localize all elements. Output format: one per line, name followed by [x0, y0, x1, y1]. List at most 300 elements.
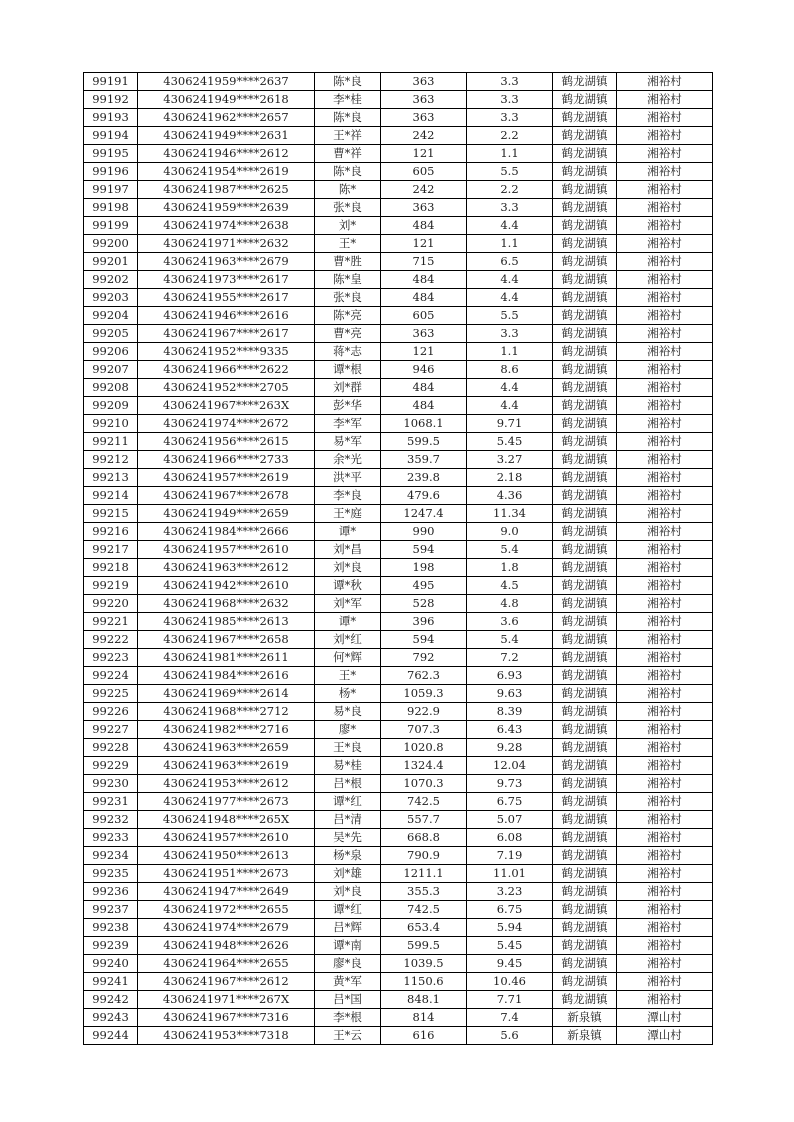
village-cell: 湘裕村 [617, 541, 713, 559]
village-cell: 湘裕村 [617, 901, 713, 919]
id-number-cell: 4306241971****2632 [138, 235, 315, 253]
person-name-cell: 陈* [315, 181, 381, 199]
person-name-cell: 吕*清 [315, 811, 381, 829]
id-number-cell: 4306241982****2716 [138, 721, 315, 739]
table-row [84, 667, 713, 685]
row-number-cell: 99207 [84, 361, 138, 379]
id-number-cell: 4306241959****2639 [138, 199, 315, 217]
area-cell: 3.3 [467, 325, 553, 343]
id-number-cell: 4306241955****2617 [138, 289, 315, 307]
village-cell: 湘裕村 [617, 271, 713, 289]
town-cell: 鹤龙湖镇 [553, 685, 617, 703]
table-row [84, 541, 713, 559]
area-cell: 4.4 [467, 397, 553, 415]
amount-cell: 599.5 [381, 937, 467, 955]
amount-cell: 1070.3 [381, 775, 467, 793]
table-row [84, 883, 713, 901]
town-cell: 鹤龙湖镇 [553, 145, 617, 163]
table-row [84, 397, 713, 415]
village-cell: 湘裕村 [617, 73, 713, 91]
town-cell: 鹤龙湖镇 [553, 757, 617, 775]
row-number-cell: 99206 [84, 343, 138, 361]
id-number-cell: 4306241949****2618 [138, 91, 315, 109]
area-cell: 2.18 [467, 469, 553, 487]
village-cell: 湘裕村 [617, 667, 713, 685]
town-cell: 鹤龙湖镇 [553, 343, 617, 361]
table-row [84, 361, 713, 379]
data-table [83, 72, 713, 1045]
area-cell: 8.39 [467, 703, 553, 721]
village-cell: 湘裕村 [617, 253, 713, 271]
person-name-cell: 陈*亮 [315, 307, 381, 325]
town-cell: 鹤龙湖镇 [553, 181, 617, 199]
town-cell: 鹤龙湖镇 [553, 379, 617, 397]
person-name-cell: 杨*泉 [315, 847, 381, 865]
id-number-cell: 4306241985****2613 [138, 613, 315, 631]
town-cell: 鹤龙湖镇 [553, 109, 617, 127]
town-cell: 鹤龙湖镇 [553, 595, 617, 613]
area-cell: 5.5 [467, 163, 553, 181]
area-cell: 3.3 [467, 109, 553, 127]
table-row [84, 217, 713, 235]
id-number-cell: 4306241947****2649 [138, 883, 315, 901]
table-row [84, 181, 713, 199]
id-number-cell: 4306241954****2619 [138, 163, 315, 181]
town-cell: 鹤龙湖镇 [553, 865, 617, 883]
amount-cell: 242 [381, 181, 467, 199]
village-cell: 湘裕村 [617, 397, 713, 415]
area-cell: 11.34 [467, 505, 553, 523]
amount-cell: 1324.4 [381, 757, 467, 775]
person-name-cell: 刘*群 [315, 379, 381, 397]
person-name-cell: 曹*亮 [315, 325, 381, 343]
amount-cell: 484 [381, 397, 467, 415]
table-row [84, 109, 713, 127]
amount-cell: 396 [381, 613, 467, 631]
person-name-cell: 陈*良 [315, 109, 381, 127]
amount-cell: 363 [381, 199, 467, 217]
id-number-cell: 4306241948****265X [138, 811, 315, 829]
amount-cell: 1039.5 [381, 955, 467, 973]
amount-cell: 848.1 [381, 991, 467, 1009]
town-cell: 鹤龙湖镇 [553, 217, 617, 235]
id-number-cell: 4306241974****2638 [138, 217, 315, 235]
amount-cell: 528 [381, 595, 467, 613]
row-number-cell: 99237 [84, 901, 138, 919]
person-name-cell: 谭*南 [315, 937, 381, 955]
area-cell: 6.5 [467, 253, 553, 271]
area-cell: 6.43 [467, 721, 553, 739]
id-number-cell: 4306241946****2612 [138, 145, 315, 163]
table-row [84, 1027, 713, 1045]
town-cell: 鹤龙湖镇 [553, 883, 617, 901]
amount-cell: 605 [381, 307, 467, 325]
area-cell: 7.19 [467, 847, 553, 865]
area-cell: 1.1 [467, 145, 553, 163]
row-number-cell: 99227 [84, 721, 138, 739]
village-cell: 湘裕村 [617, 523, 713, 541]
id-number-cell: 4306241968****2712 [138, 703, 315, 721]
person-name-cell: 易*良 [315, 703, 381, 721]
area-cell: 5.94 [467, 919, 553, 937]
row-number-cell: 99230 [84, 775, 138, 793]
amount-cell: 363 [381, 73, 467, 91]
area-cell: 7.4 [467, 1009, 553, 1027]
row-number-cell: 99235 [84, 865, 138, 883]
person-name-cell: 廖* [315, 721, 381, 739]
person-name-cell: 刘*良 [315, 883, 381, 901]
amount-cell: 479.6 [381, 487, 467, 505]
id-number-cell: 4306241966****2733 [138, 451, 315, 469]
table-row [84, 685, 713, 703]
village-cell: 湘裕村 [617, 181, 713, 199]
amount-cell: 359.7 [381, 451, 467, 469]
person-name-cell: 张*良 [315, 289, 381, 307]
village-cell: 湘裕村 [617, 793, 713, 811]
row-number-cell: 99242 [84, 991, 138, 1009]
amount-cell: 715 [381, 253, 467, 271]
table-row [84, 433, 713, 451]
village-cell: 湘裕村 [617, 109, 713, 127]
person-name-cell: 李*根 [315, 1009, 381, 1027]
row-number-cell: 99208 [84, 379, 138, 397]
row-number-cell: 99197 [84, 181, 138, 199]
amount-cell: 242 [381, 127, 467, 145]
row-number-cell: 99199 [84, 217, 138, 235]
area-cell: 5.45 [467, 937, 553, 955]
row-number-cell: 99192 [84, 91, 138, 109]
person-name-cell: 吴*先 [315, 829, 381, 847]
table-row [84, 847, 713, 865]
person-name-cell: 吕*辉 [315, 919, 381, 937]
row-number-cell: 99211 [84, 433, 138, 451]
town-cell: 鹤龙湖镇 [553, 577, 617, 595]
id-number-cell: 4306241957****2610 [138, 541, 315, 559]
id-number-cell: 4306241957****2610 [138, 829, 315, 847]
amount-cell: 946 [381, 361, 467, 379]
amount-cell: 1150.6 [381, 973, 467, 991]
amount-cell: 922.9 [381, 703, 467, 721]
town-cell: 鹤龙湖镇 [553, 505, 617, 523]
area-cell: 5.5 [467, 307, 553, 325]
village-cell: 湘裕村 [617, 325, 713, 343]
town-cell: 鹤龙湖镇 [553, 271, 617, 289]
id-number-cell: 4306241963****2619 [138, 757, 315, 775]
table-row [84, 937, 713, 955]
amount-cell: 1247.4 [381, 505, 467, 523]
row-number-cell: 99209 [84, 397, 138, 415]
area-cell: 5.45 [467, 433, 553, 451]
row-number-cell: 99220 [84, 595, 138, 613]
amount-cell: 599.5 [381, 433, 467, 451]
village-cell: 湘裕村 [617, 289, 713, 307]
person-name-cell: 陈*良 [315, 73, 381, 91]
village-cell: 湘裕村 [617, 415, 713, 433]
row-number-cell: 99191 [84, 73, 138, 91]
table-row [84, 307, 713, 325]
area-cell: 6.93 [467, 667, 553, 685]
table-row [84, 145, 713, 163]
row-number-cell: 99228 [84, 739, 138, 757]
amount-cell: 484 [381, 379, 467, 397]
person-name-cell: 刘*军 [315, 595, 381, 613]
row-number-cell: 99219 [84, 577, 138, 595]
amount-cell: 814 [381, 1009, 467, 1027]
id-number-cell: 4306241984****2666 [138, 523, 315, 541]
table-row [84, 757, 713, 775]
person-name-cell: 谭*秋 [315, 577, 381, 595]
town-cell: 鹤龙湖镇 [553, 415, 617, 433]
area-cell: 5.4 [467, 541, 553, 559]
village-cell: 湘裕村 [617, 775, 713, 793]
amount-cell: 594 [381, 631, 467, 649]
amount-cell: 239.8 [381, 469, 467, 487]
id-number-cell: 4306241966****2622 [138, 361, 315, 379]
table-row [84, 649, 713, 667]
village-cell: 湘裕村 [617, 649, 713, 667]
village-cell: 湘裕村 [617, 757, 713, 775]
village-cell: 湘裕村 [617, 847, 713, 865]
person-name-cell: 吕*根 [315, 775, 381, 793]
village-cell: 湘裕村 [617, 145, 713, 163]
table-row [84, 829, 713, 847]
village-cell: 湘裕村 [617, 937, 713, 955]
person-name-cell: 易*军 [315, 433, 381, 451]
row-number-cell: 99229 [84, 757, 138, 775]
table-row [84, 487, 713, 505]
person-name-cell: 蒋*志 [315, 343, 381, 361]
person-name-cell: 曹*胜 [315, 253, 381, 271]
village-cell: 湘裕村 [617, 343, 713, 361]
village-cell: 湘裕村 [617, 991, 713, 1009]
id-number-cell: 4306241957****2619 [138, 469, 315, 487]
table-row [84, 91, 713, 109]
area-cell: 7.71 [467, 991, 553, 1009]
amount-cell: 484 [381, 289, 467, 307]
table-row [84, 343, 713, 361]
row-number-cell: 99236 [84, 883, 138, 901]
id-number-cell: 4306241974****2679 [138, 919, 315, 937]
row-number-cell: 99225 [84, 685, 138, 703]
person-name-cell: 余*光 [315, 451, 381, 469]
person-name-cell: 何*辉 [315, 649, 381, 667]
area-cell: 4.4 [467, 379, 553, 397]
id-number-cell: 4306241974****2672 [138, 415, 315, 433]
id-number-cell: 4306241951****2673 [138, 865, 315, 883]
amount-cell: 121 [381, 145, 467, 163]
person-name-cell: 吕*国 [315, 991, 381, 1009]
person-name-cell: 陈*皇 [315, 271, 381, 289]
area-cell: 1.1 [467, 343, 553, 361]
amount-cell: 484 [381, 217, 467, 235]
town-cell: 鹤龙湖镇 [553, 631, 617, 649]
area-cell: 4.5 [467, 577, 553, 595]
town-cell: 鹤龙湖镇 [553, 523, 617, 541]
table-row [84, 415, 713, 433]
amount-cell: 363 [381, 91, 467, 109]
id-number-cell: 4306241949****2659 [138, 505, 315, 523]
amount-cell: 792 [381, 649, 467, 667]
id-number-cell: 4306241948****2626 [138, 937, 315, 955]
area-cell: 12.04 [467, 757, 553, 775]
person-name-cell: 陈*良 [315, 163, 381, 181]
town-cell: 鹤龙湖镇 [553, 829, 617, 847]
row-number-cell: 99243 [84, 1009, 138, 1027]
amount-cell: 605 [381, 163, 467, 181]
village-cell: 湘裕村 [617, 595, 713, 613]
amount-cell: 990 [381, 523, 467, 541]
village-cell: 湘裕村 [617, 685, 713, 703]
village-cell: 湘裕村 [617, 433, 713, 451]
id-number-cell: 4306241963****2679 [138, 253, 315, 271]
row-number-cell: 99241 [84, 973, 138, 991]
id-number-cell: 4306241977****2673 [138, 793, 315, 811]
person-name-cell: 谭*红 [315, 793, 381, 811]
town-cell: 鹤龙湖镇 [553, 955, 617, 973]
amount-cell: 363 [381, 325, 467, 343]
area-cell: 9.45 [467, 955, 553, 973]
village-cell: 湘裕村 [617, 631, 713, 649]
area-cell: 5.07 [467, 811, 553, 829]
row-number-cell: 99215 [84, 505, 138, 523]
row-number-cell: 99202 [84, 271, 138, 289]
table-row [84, 793, 713, 811]
town-cell: 鹤龙湖镇 [553, 613, 617, 631]
amount-cell: 790.9 [381, 847, 467, 865]
row-number-cell: 99214 [84, 487, 138, 505]
town-cell: 鹤龙湖镇 [553, 649, 617, 667]
id-number-cell: 4306241942****2610 [138, 577, 315, 595]
town-cell: 鹤龙湖镇 [553, 721, 617, 739]
row-number-cell: 99200 [84, 235, 138, 253]
id-number-cell: 4306241967****2658 [138, 631, 315, 649]
table-row [84, 73, 713, 91]
area-cell: 6.08 [467, 829, 553, 847]
area-cell: 10.46 [467, 973, 553, 991]
row-number-cell: 99223 [84, 649, 138, 667]
person-name-cell: 王*云 [315, 1027, 381, 1045]
town-cell: 鹤龙湖镇 [553, 199, 617, 217]
amount-cell: 484 [381, 271, 467, 289]
row-number-cell: 99212 [84, 451, 138, 469]
person-name-cell: 刘* [315, 217, 381, 235]
town-cell: 鹤龙湖镇 [553, 793, 617, 811]
village-cell: 湘裕村 [617, 379, 713, 397]
area-cell: 7.2 [467, 649, 553, 667]
row-number-cell: 99201 [84, 253, 138, 271]
village-cell: 湘裕村 [617, 613, 713, 631]
person-name-cell: 曹*祥 [315, 145, 381, 163]
village-cell: 湘裕村 [617, 955, 713, 973]
village-cell: 湘裕村 [617, 559, 713, 577]
village-cell: 湘裕村 [617, 865, 713, 883]
town-cell: 鹤龙湖镇 [553, 91, 617, 109]
row-number-cell: 99217 [84, 541, 138, 559]
id-number-cell: 4306241953****2612 [138, 775, 315, 793]
town-cell: 鹤龙湖镇 [553, 559, 617, 577]
row-number-cell: 99204 [84, 307, 138, 325]
table-row [84, 613, 713, 631]
area-cell: 9.71 [467, 415, 553, 433]
village-cell: 湘裕村 [617, 919, 713, 937]
area-cell: 1.1 [467, 235, 553, 253]
table-row [84, 199, 713, 217]
amount-cell: 1068.1 [381, 415, 467, 433]
village-cell: 湘裕村 [617, 487, 713, 505]
amount-cell: 707.3 [381, 721, 467, 739]
row-number-cell: 99213 [84, 469, 138, 487]
id-number-cell: 4306241946****2616 [138, 307, 315, 325]
town-cell: 鹤龙湖镇 [553, 991, 617, 1009]
area-cell: 3.6 [467, 613, 553, 631]
table-row [84, 1009, 713, 1027]
table-row [84, 901, 713, 919]
row-number-cell: 99205 [84, 325, 138, 343]
town-cell: 鹤龙湖镇 [553, 163, 617, 181]
id-number-cell: 4306241952****9335 [138, 343, 315, 361]
table-row [84, 577, 713, 595]
person-name-cell: 洪*平 [315, 469, 381, 487]
row-number-cell: 99238 [84, 919, 138, 937]
town-cell: 鹤龙湖镇 [553, 307, 617, 325]
area-cell: 3.3 [467, 91, 553, 109]
town-cell: 鹤龙湖镇 [553, 703, 617, 721]
village-cell: 湘裕村 [617, 217, 713, 235]
row-number-cell: 99224 [84, 667, 138, 685]
table-row [84, 865, 713, 883]
person-name-cell: 王* [315, 235, 381, 253]
village-cell: 湘裕村 [617, 451, 713, 469]
area-cell: 3.3 [467, 73, 553, 91]
row-number-cell: 99195 [84, 145, 138, 163]
amount-cell: 198 [381, 559, 467, 577]
id-number-cell: 4306241973****2617 [138, 271, 315, 289]
town-cell: 鹤龙湖镇 [553, 73, 617, 91]
village-cell: 湘裕村 [617, 235, 713, 253]
person-name-cell: 杨* [315, 685, 381, 703]
table-row [84, 523, 713, 541]
town-cell: 鹤龙湖镇 [553, 433, 617, 451]
row-number-cell: 99233 [84, 829, 138, 847]
town-cell: 鹤龙湖镇 [553, 361, 617, 379]
person-name-cell: 刘*良 [315, 559, 381, 577]
id-number-cell: 4306241967****7316 [138, 1009, 315, 1027]
id-number-cell: 4306241971****267X [138, 991, 315, 1009]
village-cell: 潭山村 [617, 1009, 713, 1027]
person-name-cell: 黄*军 [315, 973, 381, 991]
id-number-cell: 4306241950****2613 [138, 847, 315, 865]
id-number-cell: 4306241956****2615 [138, 433, 315, 451]
id-number-cell: 4306241949****2631 [138, 127, 315, 145]
id-number-cell: 4306241981****2611 [138, 649, 315, 667]
table-row [84, 469, 713, 487]
town-cell: 鹤龙湖镇 [553, 541, 617, 559]
table-row [84, 127, 713, 145]
table-row [84, 325, 713, 343]
table-row [84, 739, 713, 757]
village-cell: 湘裕村 [617, 469, 713, 487]
amount-cell: 363 [381, 109, 467, 127]
table-row [84, 919, 713, 937]
area-cell: 9.63 [467, 685, 553, 703]
row-number-cell: 99196 [84, 163, 138, 181]
town-cell: 鹤龙湖镇 [553, 325, 617, 343]
area-cell: 11.01 [467, 865, 553, 883]
village-cell: 湘裕村 [617, 127, 713, 145]
amount-cell: 742.5 [381, 901, 467, 919]
table-row [84, 289, 713, 307]
id-number-cell: 4306241964****2655 [138, 955, 315, 973]
